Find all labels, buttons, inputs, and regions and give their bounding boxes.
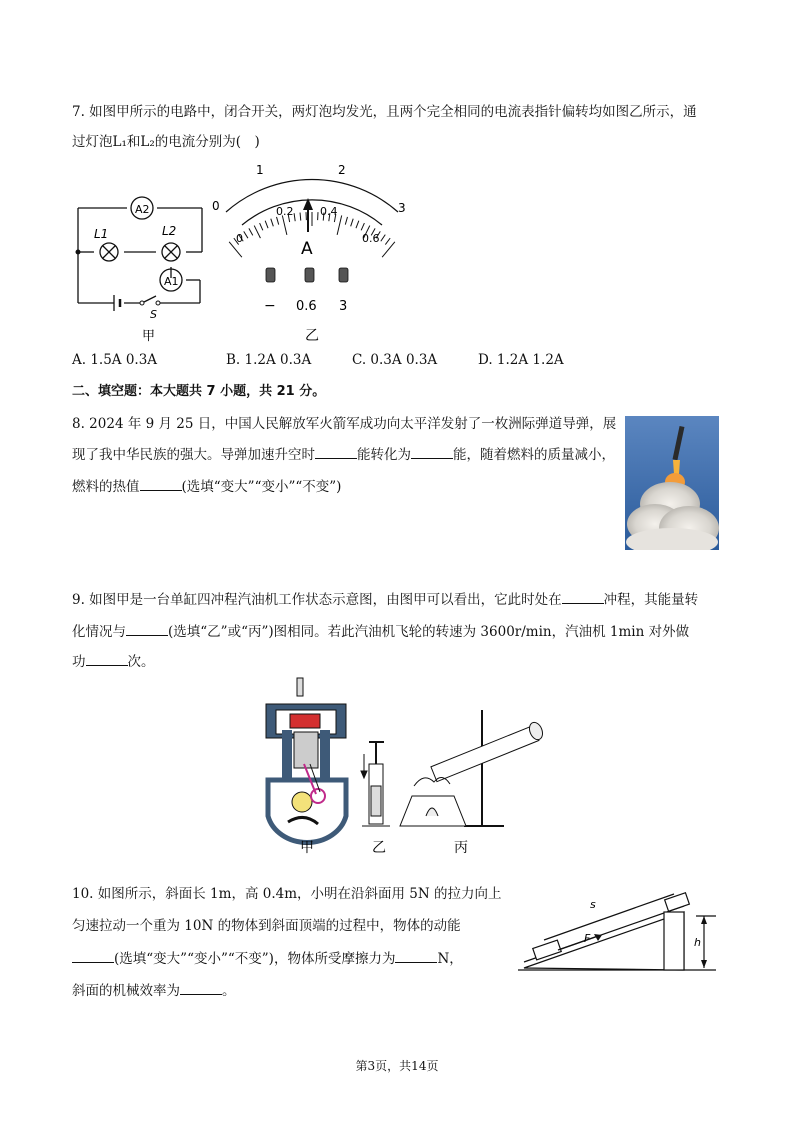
label-F: F — [584, 932, 591, 945]
q8-line3-part2: (选填“变大”“变小”“不变”) — [181, 479, 342, 495]
label-h: h — [694, 936, 701, 949]
q9-blank3[interactable] — [86, 651, 128, 666]
q9-line3-part2: 次。 — [127, 654, 155, 670]
q10-line3-part1: (选填“变大”“变小”“不变”)，物体所受摩擦力为 — [114, 951, 396, 967]
ammeter-dial — [212, 160, 412, 345]
dial-tick — [260, 223, 263, 230]
q8-line2-part1: 现了我中华民族的强大。导弹加速升空时 — [72, 447, 315, 463]
terminal-06: 0.6 — [296, 299, 317, 314]
dial-tick — [300, 213, 301, 221]
incline-diagram — [514, 882, 720, 976]
option-a[interactable]: A. 1.5A 0.3A — [72, 352, 158, 368]
scale-top-0: 0 — [212, 199, 220, 213]
q9-blank2[interactable] — [126, 621, 168, 636]
engine-figures — [254, 676, 544, 856]
circuit-diagram — [72, 190, 212, 345]
scale-bottom-3: 0.6 — [362, 232, 380, 245]
caption-jia-9: 甲 — [300, 840, 314, 856]
dial-tick — [271, 219, 274, 227]
dial-tick — [345, 217, 347, 225]
dial-tick — [249, 228, 253, 235]
q9-line2-part2: (选填“乙”或“丙”)图相同。若此汽油机飞轮的转速为 3600r/min，汽油机 1min 对外做 — [168, 624, 690, 640]
caption-yi-9: 乙 — [372, 840, 386, 856]
q9-line3-part1: 功 — [72, 654, 86, 670]
scale-top-2: 2 — [338, 163, 346, 177]
label-L2: L2 — [162, 224, 177, 238]
q9-line1-part2: 冲程，其能量转 — [603, 592, 699, 608]
q8-blank3[interactable] — [140, 476, 182, 491]
q8-line3-part1: 燃料的热值 — [72, 479, 140, 495]
scale-top-1: 1 — [256, 163, 264, 177]
scale-bottom-0: 0 — [236, 232, 243, 245]
q10-blank1[interactable] — [72, 948, 114, 963]
caption-jia: 甲 — [142, 329, 156, 344]
q8-line2-part2: 能转化为 — [357, 447, 411, 463]
q10-blank3[interactable] — [180, 980, 222, 995]
engine-diagram — [266, 678, 346, 842]
q10-line4-part1: 斜面的机械效率为 — [72, 983, 180, 999]
dial-tick — [254, 226, 260, 239]
dial-tick — [381, 235, 386, 242]
dial-tick — [351, 219, 354, 227]
section-heading: 二、填空题：本大题共 7 小题，共 21 分。 — [72, 384, 326, 399]
q8-line2 — [72, 444, 615, 465]
q8-blank1[interactable] — [315, 444, 357, 459]
scale-bottom-2: 0.4 — [320, 205, 338, 218]
q9-blank1[interactable] — [562, 589, 604, 604]
dial-tick — [382, 242, 395, 257]
caption-bing-9: 丙 — [454, 840, 468, 856]
dial-tick — [385, 238, 390, 244]
dial-tick — [356, 221, 359, 228]
dial-tick — [244, 231, 248, 238]
label-s: s — [590, 898, 596, 911]
dial-tick — [361, 223, 364, 230]
scale-top-3: 3 — [398, 201, 406, 215]
q7-line1: 7. 如图甲所示的电路中，闭合开关，两灯泡均发光，且两个完全相同的电流表指针偏转均如图乙所示，通 — [72, 104, 697, 120]
page-footer: 第3页，共14页 — [355, 1059, 439, 1073]
q9-line3 — [72, 651, 155, 672]
scale-bottom-1: 0.2 — [276, 205, 294, 218]
option-d[interactable]: D. 1.2A 1.2A — [478, 352, 564, 368]
q10-line4 — [72, 980, 236, 1001]
unit-A: A — [301, 239, 313, 259]
q10-line3-part2: N， — [437, 951, 463, 967]
q9-line1-part1: 9. 如图甲是一台单缸四冲程汽油机工作状态示意图，由图甲可以看出，它此时处在 — [72, 592, 562, 608]
label-A2: A2 — [135, 203, 150, 216]
q10-blank2[interactable] — [395, 948, 437, 963]
caption-yi: 乙 — [305, 328, 319, 344]
label-A1: A1 — [164, 275, 179, 288]
dial-tick — [282, 215, 287, 234]
q9-line2 — [72, 621, 689, 642]
q9-line1 — [72, 589, 698, 610]
q8-line2-part3: 能，随着燃料的质量减小， — [453, 447, 615, 463]
dial-tick — [294, 213, 295, 221]
dial-tick — [337, 215, 342, 234]
q8-line1: 8. 2024 年 9 月 25 日，中国人民解放军火箭军成功向太平洋发射了一枚洲际弹道导弹，展 — [72, 416, 617, 432]
q10-line1: 10. 如图所示，斜面长 1m，高 0.4m，小明在沿斜面用 5N 的拉力向上 — [72, 886, 502, 902]
terminal-3: 3 — [339, 299, 348, 314]
q9-line2-part1: 化情况与 — [72, 624, 126, 640]
q8-blank2[interactable] — [411, 444, 453, 459]
missile-launch-photo — [625, 416, 719, 550]
option-c[interactable]: C. 0.3A 0.3A — [352, 352, 438, 368]
label-S: S — [150, 308, 157, 321]
q8-line3 — [72, 476, 341, 497]
q7-line2: 过灯泡L₁和L₂的电流分别为( ) — [72, 134, 260, 150]
air-pump-diagram — [361, 742, 390, 826]
q10-line3 — [72, 948, 463, 969]
label-L1: L1 — [94, 227, 109, 241]
dial-tick — [265, 221, 268, 228]
terminal-neg: − — [264, 298, 276, 314]
q10-line4-part2: 。 — [222, 983, 236, 999]
dial-tick — [277, 217, 279, 225]
q10-line2: 匀速拉动一个重为 10N 的物体到斜面顶端的过程中，物体的动能 — [72, 918, 461, 934]
option-b[interactable]: B. 1.2A 0.3A — [226, 352, 312, 368]
test-tube-diagram — [400, 710, 544, 826]
